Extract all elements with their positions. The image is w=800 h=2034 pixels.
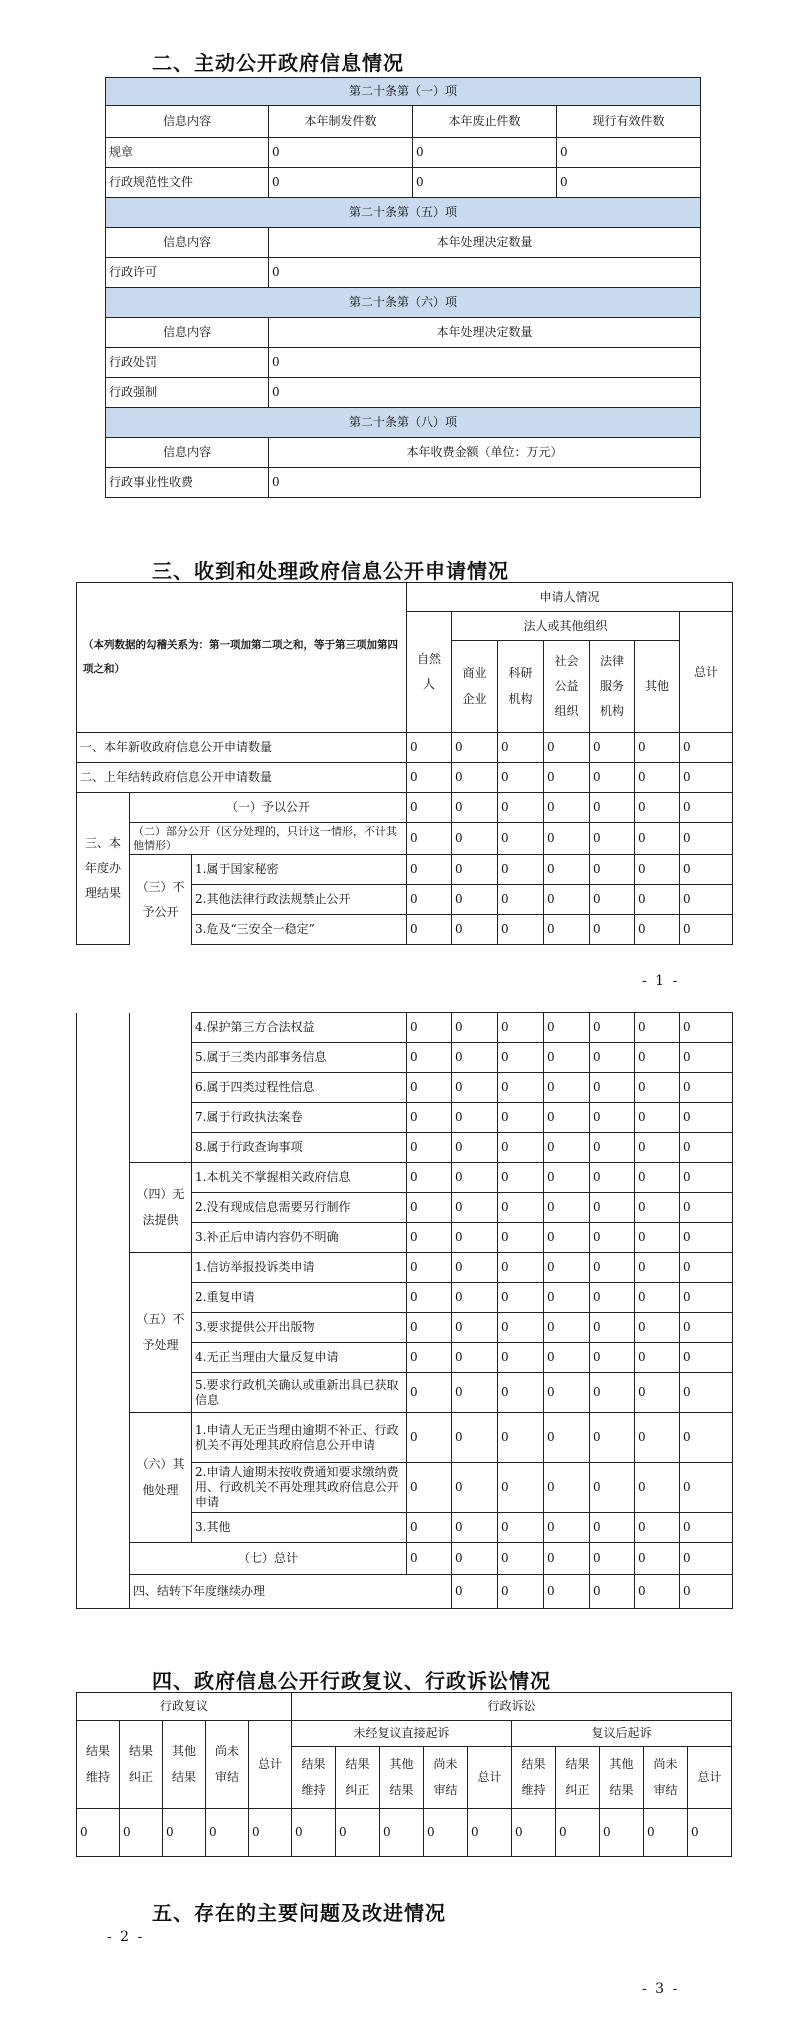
cell-value: 0 [680, 1073, 733, 1103]
cell-value: 0 [452, 1223, 498, 1253]
cell-value: 0 [407, 1413, 452, 1463]
cell-value: 0 [680, 1283, 733, 1313]
header-total: 总计 [680, 612, 733, 733]
cell-value: 0 [407, 1043, 452, 1073]
header-other-result: 其他 结果 [163, 1721, 206, 1809]
cell-value: 0 [590, 1283, 635, 1313]
cell-value: 0 [407, 915, 452, 945]
row-carry-forward: 四、结转下年度继续办理 [130, 1575, 452, 1609]
cell-value: 0 [680, 763, 733, 793]
header-info: 信息内容 [106, 318, 269, 348]
cell-value: 0 [544, 1413, 590, 1463]
header-other-result: 其他 结果 [380, 1747, 424, 1809]
cell-value: 0 [452, 793, 498, 823]
header-corrected: 结果 纠正 [120, 1721, 163, 1809]
cell-value: 0 [680, 1103, 733, 1133]
header-research: 科研 机构 [498, 641, 544, 733]
row-results-label-continued [77, 1013, 130, 1609]
item-other-processing: 2.申请人逾期未按收费通知要求缴纳费用、行政机关不再处理其政府信息公开申请 [192, 1463, 407, 1513]
cell-value: 0 [544, 1253, 590, 1283]
cell-value: 0 [452, 915, 498, 945]
cell-value: 0 [452, 733, 498, 763]
cell-value: 0 [544, 1343, 590, 1373]
cell-value: 0 [544, 1133, 590, 1163]
header-upheld: 结果 维持 [77, 1721, 120, 1809]
cell-value: 0 [452, 885, 498, 915]
header-natural-person: 自然 人 [407, 612, 452, 733]
cell-value: 0 [544, 915, 590, 945]
cell-value: 0 [336, 1809, 380, 1857]
cell-value: 0 [680, 1543, 733, 1575]
cell-value: 0 [635, 1373, 680, 1413]
cell-value: 0 [635, 1463, 680, 1513]
proactive-disclosure-table [105, 77, 701, 498]
cell-value: 0 [635, 1223, 680, 1253]
reconciliation-note: （本列数据的勾稽关系为：第一项加第二项之和，等于第三项加第四项之和） [77, 583, 407, 733]
page-number-3: - 3 - [642, 1981, 680, 1997]
cell-value: 0 [635, 1343, 680, 1373]
header-total: 总计 [688, 1747, 732, 1809]
cell-value: 0 [452, 1133, 498, 1163]
cell-value: 0 [407, 1343, 452, 1373]
cell-value: 0 [407, 1163, 452, 1193]
cell-value: 0 [407, 1543, 452, 1575]
header-abolished: 本年废止件数 [413, 106, 557, 138]
cell-value: 0 [452, 1283, 498, 1313]
cell-value: 0 [407, 1313, 452, 1343]
header-law-service: 法律 服务 机构 [590, 641, 635, 733]
band-article-20-8: 第二十条第（八）项 [106, 408, 701, 438]
header-decision-count: 本年处理决定数量 [269, 318, 701, 348]
cell-value: 0 [407, 1103, 452, 1133]
cell-value: 0 [498, 1543, 544, 1575]
cell-value: 0 [590, 1373, 635, 1413]
cell-value: 0 [407, 1513, 452, 1543]
header-upheld: 结果 维持 [512, 1747, 556, 1809]
cell-value: 0 [544, 1283, 590, 1313]
cell-value: 0 [590, 1543, 635, 1575]
cell-value: 0 [498, 1413, 544, 1463]
row-label: 行政强制 [106, 378, 269, 408]
header-total: 总计 [249, 1721, 292, 1809]
row-results-label: 三、本 年度办 理结果 [77, 793, 130, 945]
cell-value: 0 [680, 1193, 733, 1223]
cell-value: 0 [498, 1513, 544, 1543]
cell-value: 0 [498, 733, 544, 763]
cell-value: 0 [407, 885, 452, 915]
cell-value: 0 [635, 1575, 680, 1609]
band-article-20-6: 第二十条第（六）项 [106, 288, 701, 318]
cell-value: 0 [544, 1223, 590, 1253]
cell-value: 0 [452, 1193, 498, 1223]
cell-value: 0 [498, 1313, 544, 1343]
cell-value: 0 [498, 1133, 544, 1163]
header-applicant: 申请人情况 [407, 583, 733, 612]
page-number-2: - 2 - [107, 1929, 145, 1945]
cell-value: 0 [498, 1103, 544, 1133]
item-not-open: 8.属于行政查询事项 [192, 1133, 407, 1163]
group-not-processed: （五）不 予处理 [130, 1253, 192, 1413]
cell-value: 0 [590, 855, 635, 885]
row-open: （一）予以公开 [130, 793, 407, 823]
cell-value: 0 [556, 1809, 600, 1857]
cell-value: 0 [544, 1073, 590, 1103]
cell-value: 0 [452, 823, 498, 855]
cell-value: 0 [680, 733, 733, 763]
item-not-open: 4.保护第三方合法权益 [192, 1013, 407, 1043]
cell-value: 0 [635, 733, 680, 763]
cell-value: 0 [590, 1513, 635, 1543]
cell-value: 0 [452, 763, 498, 793]
cell-value: 0 [544, 1313, 590, 1343]
header-info: 信息内容 [106, 228, 269, 258]
cell-value: 0 [452, 1313, 498, 1343]
cell-value: 0 [269, 258, 701, 288]
cell-value: 0 [544, 823, 590, 855]
cell-value: 0 [590, 763, 635, 793]
review-litigation-table [76, 1692, 732, 1857]
cell-value: 0 [407, 733, 452, 763]
group-unable-to-provide: （四）无 法提供 [130, 1163, 192, 1253]
cell-value: 0 [452, 1073, 498, 1103]
cell-value: 0 [452, 1373, 498, 1413]
cell-value: 0 [498, 1193, 544, 1223]
cell-value: 0 [292, 1809, 336, 1857]
cell-value: 0 [452, 1253, 498, 1283]
cell-value: 0 [590, 915, 635, 945]
cell-value: 0 [413, 168, 557, 198]
cell-value: 0 [680, 1253, 733, 1283]
cell-value: 0 [407, 793, 452, 823]
cell-value: 0 [544, 763, 590, 793]
cell-value: 0 [590, 1313, 635, 1343]
header-made: 本年制发件数 [269, 106, 413, 138]
cell-value: 0 [635, 1193, 680, 1223]
item-not-open: 5.属于三类内部事务信息 [192, 1043, 407, 1073]
cell-value: 0 [680, 1133, 733, 1163]
cell-value: 0 [680, 1313, 733, 1343]
cell-value: 0 [544, 1463, 590, 1513]
row-new-applications: 一、本年新收政府信息公开申请数量 [77, 733, 407, 763]
header-admin-review: 行政复议 [77, 1693, 292, 1721]
cell-value: 0 [590, 1463, 635, 1513]
cell-value: 0 [269, 348, 701, 378]
cell-value: 0 [498, 1253, 544, 1283]
cell-value: 0 [269, 468, 701, 498]
row-carried-over: 二、上年结转政府信息公开申请数量 [77, 763, 407, 793]
item-not-open: 1.属于国家秘密 [192, 855, 407, 885]
application-table-part1 [76, 582, 733, 945]
cell-value: 0 [498, 1163, 544, 1193]
row-label: 行政许可 [106, 258, 269, 288]
cell-value: 0 [544, 733, 590, 763]
cell-value: 0 [452, 1103, 498, 1133]
item-not-processed: 2.重复申请 [192, 1283, 407, 1313]
cell-value: 0 [544, 1043, 590, 1073]
header-admin-litigation: 行政诉讼 [292, 1693, 732, 1721]
cell-value: 0 [269, 378, 701, 408]
band-article-20-5: 第二十条第（五）项 [106, 198, 701, 228]
cell-value: 0 [544, 1193, 590, 1223]
cell-value: 0 [498, 885, 544, 915]
row-label: 行政处罚 [106, 348, 269, 378]
cell-value: 0 [407, 1463, 452, 1513]
cell-value: 0 [680, 1463, 733, 1513]
header-after-review-suit: 复议后起诉 [512, 1721, 732, 1747]
item-not-open: 3.危及“三安全一稳定” [192, 915, 407, 945]
cell-value: 0 [680, 855, 733, 885]
item-unable: 2.没有现成信息需要另行制作 [192, 1193, 407, 1223]
cell-value: 0 [635, 885, 680, 915]
section5-title: 五、存在的主要问题及改进情况 [152, 1901, 446, 1925]
cell-value: 0 [498, 1463, 544, 1513]
cell-value: 0 [635, 1283, 680, 1313]
cell-value: 0 [635, 1253, 680, 1283]
cell-value: 0 [544, 1543, 590, 1575]
header-pending: 尚未 审结 [424, 1747, 468, 1809]
item-not-processed: 4.无正当理由大量反复申请 [192, 1343, 407, 1373]
cell-value: 0 [407, 1223, 452, 1253]
cell-value: 0 [452, 1575, 498, 1609]
header-social: 社会 公益 组织 [544, 641, 590, 733]
cell-value: 0 [498, 1013, 544, 1043]
cell-value: 0 [590, 1103, 635, 1133]
cell-value: 0 [468, 1809, 512, 1857]
cell-value: 0 [590, 1223, 635, 1253]
cell-value: 0 [635, 1163, 680, 1193]
cell-value: 0 [407, 823, 452, 855]
cell-value: 0 [680, 1575, 733, 1609]
cell-value: 0 [635, 855, 680, 885]
cell-value: 0 [680, 885, 733, 915]
cell-value: 0 [498, 823, 544, 855]
cell-value: 0 [635, 1413, 680, 1463]
cell-value: 0 [452, 1513, 498, 1543]
cell-value: 0 [452, 1343, 498, 1373]
cell-value: 0 [452, 855, 498, 885]
cell-value: 0 [407, 1013, 452, 1043]
row-subtotal: （七）总计 [130, 1543, 407, 1575]
cell-value: 0 [635, 1103, 680, 1133]
cell-value: 0 [635, 1013, 680, 1043]
header-pending: 尚未 审结 [644, 1747, 688, 1809]
cell-value: 0 [635, 1133, 680, 1163]
cell-value: 0 [680, 1373, 733, 1413]
cell-value: 0 [635, 1543, 680, 1575]
group-not-open-continued [130, 1013, 192, 1163]
cell-value: 0 [635, 823, 680, 855]
cell-value: 0 [680, 1513, 733, 1543]
cell-value: 0 [557, 168, 701, 198]
cell-value: 0 [452, 1543, 498, 1575]
row-label: 行政规范性文件 [106, 168, 269, 198]
cell-value: 0 [590, 733, 635, 763]
cell-value: 0 [680, 1413, 733, 1463]
cell-value: 0 [498, 793, 544, 823]
cell-value: 0 [590, 1193, 635, 1223]
cell-value: 0 [206, 1809, 249, 1857]
cell-value: 0 [544, 1513, 590, 1543]
cell-value: 0 [635, 763, 680, 793]
group-other-processing: （六）其 他处理 [130, 1413, 192, 1543]
cell-value: 0 [680, 1163, 733, 1193]
cell-value: 0 [544, 1013, 590, 1043]
item-not-open: 7.属于行政执法案卷 [192, 1103, 407, 1133]
cell-value: 0 [590, 1013, 635, 1043]
header-other: 其他 [635, 641, 680, 733]
cell-value: 0 [498, 763, 544, 793]
header-info: 信息内容 [106, 106, 269, 138]
cell-value: 0 [498, 1575, 544, 1609]
cell-value: 0 [544, 885, 590, 915]
cell-value: 0 [590, 793, 635, 823]
cell-value: 0 [452, 1413, 498, 1463]
item-other-processing: 1.申请人无正当理由逾期不补正、行政机关不再处理其政府信息公开申请 [192, 1413, 407, 1463]
cell-value: 0 [544, 1163, 590, 1193]
cell-value: 0 [407, 1073, 452, 1103]
cell-value: 0 [590, 1163, 635, 1193]
cell-value: 0 [407, 1373, 452, 1413]
cell-value: 0 [635, 793, 680, 823]
header-fee-amount: 本年收费金额（单位：万元） [269, 438, 701, 468]
cell-value: 0 [452, 1013, 498, 1043]
cell-value: 0 [77, 1809, 120, 1857]
cell-value: 0 [644, 1809, 688, 1857]
cell-value: 0 [635, 915, 680, 945]
header-direct-suit: 未经复议直接起诉 [292, 1721, 512, 1747]
group-not-open: （三）不 予公开 [130, 855, 192, 945]
header-total: 总计 [468, 1747, 512, 1809]
header-pending: 尚未 审结 [206, 1721, 249, 1809]
cell-value: 0 [498, 915, 544, 945]
cell-value: 0 [544, 1575, 590, 1609]
cell-value: 0 [680, 1013, 733, 1043]
cell-value: 0 [498, 1073, 544, 1103]
section3-title: 三、收到和处理政府信息公开申请情况 [152, 559, 509, 583]
cell-value: 0 [269, 138, 413, 168]
row-partial-open: （二）部分公开（区分处理的，只计这一情形，不计其他情形） [130, 823, 407, 855]
cell-value: 0 [635, 1043, 680, 1073]
header-legal-entity: 法人或其他组织 [452, 612, 680, 641]
cell-value: 0 [407, 763, 452, 793]
cell-value: 0 [680, 823, 733, 855]
item-not-processed: 1.信访举报投诉类申请 [192, 1253, 407, 1283]
cell-value: 0 [452, 1163, 498, 1193]
cell-value: 0 [407, 1283, 452, 1313]
cell-value: 0 [498, 1043, 544, 1073]
cell-value: 0 [590, 1413, 635, 1463]
header-info: 信息内容 [106, 438, 269, 468]
cell-value: 0 [590, 1043, 635, 1073]
cell-value: 0 [635, 1513, 680, 1543]
cell-value: 0 [557, 138, 701, 168]
cell-value: 0 [544, 1103, 590, 1133]
cell-value: 0 [544, 855, 590, 885]
cell-value: 0 [452, 1043, 498, 1073]
header-other-result: 其他 结果 [600, 1747, 644, 1809]
section4-title: 四、政府信息公开行政复议、行政诉讼情况 [152, 1669, 551, 1693]
item-not-open: 2.其他法律行政法规禁止公开 [192, 885, 407, 915]
cell-value: 0 [635, 1313, 680, 1343]
cell-value: 0 [688, 1809, 732, 1857]
row-label: 行政事业性收费 [106, 468, 269, 498]
cell-value: 0 [498, 1283, 544, 1313]
header-upheld: 结果 维持 [292, 1747, 336, 1809]
cell-value: 0 [407, 1193, 452, 1223]
cell-value: 0 [680, 1043, 733, 1073]
header-valid: 现行有效件数 [557, 106, 701, 138]
cell-value: 0 [163, 1809, 206, 1857]
header-decision-count: 本年处理决定数量 [269, 228, 701, 258]
application-table-part2 [76, 1012, 733, 1609]
cell-value: 0 [413, 138, 557, 168]
cell-value: 0 [249, 1809, 292, 1857]
section2-title: 二、主动公开政府信息情况 [152, 51, 404, 75]
item-unable: 1.本机关不掌握相关政府信息 [192, 1163, 407, 1193]
cell-value: 0 [680, 915, 733, 945]
cell-value: 0 [590, 1133, 635, 1163]
cell-value: 0 [680, 1343, 733, 1373]
cell-value: 0 [424, 1809, 468, 1857]
cell-value: 0 [407, 1133, 452, 1163]
item-not-processed: 3.要求提供公开出版物 [192, 1313, 407, 1343]
cell-value: 0 [590, 1253, 635, 1283]
cell-value: 0 [544, 793, 590, 823]
row-label: 规章 [106, 138, 269, 168]
cell-value: 0 [407, 855, 452, 885]
cell-value: 0 [600, 1809, 644, 1857]
cell-value: 0 [590, 1343, 635, 1373]
cell-value: 0 [380, 1809, 424, 1857]
cell-value: 0 [498, 1223, 544, 1253]
cell-value: 0 [269, 168, 413, 198]
cell-value: 0 [498, 855, 544, 885]
header-business: 商业 企业 [452, 641, 498, 733]
cell-value: 0 [635, 1073, 680, 1103]
cell-value: 0 [590, 885, 635, 915]
cell-value: 0 [544, 1373, 590, 1413]
page-number-1: - 1 - [642, 973, 680, 989]
header-corrected: 结果 纠正 [556, 1747, 600, 1809]
cell-value: 0 [590, 1073, 635, 1103]
item-not-open: 6.属于四类过程性信息 [192, 1073, 407, 1103]
band-article-20-1: 第二十条第（一）项 [106, 78, 701, 106]
item-other-processing: 3.其他 [192, 1513, 407, 1543]
cell-value: 0 [590, 1575, 635, 1609]
cell-value: 0 [452, 1463, 498, 1513]
item-unable: 3.补正后申请内容仍不明确 [192, 1223, 407, 1253]
cell-value: 0 [498, 1373, 544, 1413]
cell-value: 0 [680, 793, 733, 823]
cell-value: 0 [498, 1343, 544, 1373]
cell-value: 0 [512, 1809, 556, 1857]
cell-value: 0 [590, 823, 635, 855]
cell-value: 0 [407, 1253, 452, 1283]
header-corrected: 结果 纠正 [336, 1747, 380, 1809]
cell-value: 0 [120, 1809, 163, 1857]
item-not-processed: 5.要求行政机关确认或重新出具已获取信息 [192, 1373, 407, 1413]
cell-value: 0 [680, 1223, 733, 1253]
